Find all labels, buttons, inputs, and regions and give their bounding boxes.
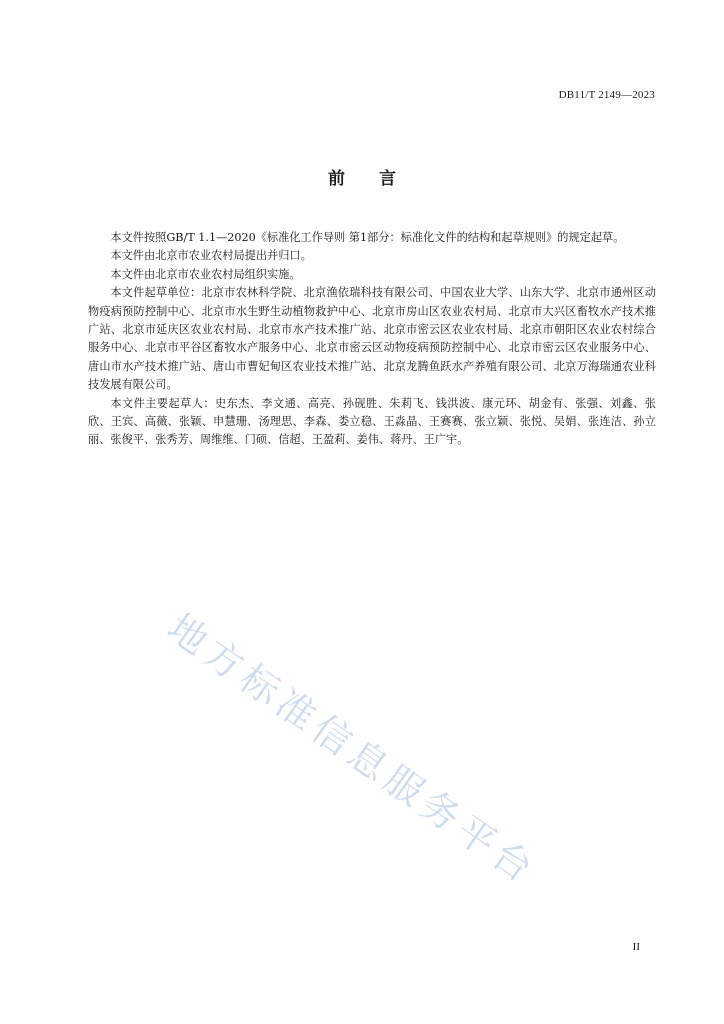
title-char-right: 言 xyxy=(379,169,396,189)
watermark: 地方标准信息服务平台 xyxy=(159,605,546,894)
document-body xyxy=(88,229,656,450)
page-number: II xyxy=(632,941,640,953)
paragraph-drafting-rule: 本文件按照GB/T 1.1—2020《标准化工作导则 第1部分：标准化文件的结构和起草规则》的规定起草。 xyxy=(110,231,625,244)
paragraph-drafters: 本文件主要起草人：史东杰、李文通、高亮、孙砚胜、朱莉飞、钱洪波、康元环、胡金有、张强、刘鑫、张欣、王宾、高薇、张颖、申慧珊、汤理思、李森、娄立稳、王淼晶、王赛赛、张立颖、张悦、吴娟、张连洁、孙立丽、张俊平、张秀芳、周维维、门硕、信超、王盈莉、姜伟、蒋丹、王广宇。 xyxy=(88,396,656,447)
paragraph-implementer: 本文件由北京市农业农村局组织实施。 xyxy=(110,267,301,281)
title-char-left: 前 xyxy=(328,169,345,189)
paragraph-proposer: 本文件由北京市农业农村局提出并归口。 xyxy=(110,249,312,263)
document-code: DB11/T 2149—2023 xyxy=(558,89,655,101)
paragraph-drafting-units: 本文件起草单位：北京市农林科学院、北京渔依瑞科技有限公司、中国农业大学、山东大学、北京市通州区动物疫病预防控制中心、北京市水生野生动植物救护中心、北京市房山区农业农村局、北京市大兴区畜牧水产技术推广站、北京市延庆区农业农村局、北京市水产技术推广站、北京市密云区农业农村局、北京市朝阳区农业农村综合服务中心、北京市平谷区畜牧水产服务中心、北京市密云区动物疫病预防控制中心、北京市密云区农业服务中心、唐山市水产技术推广站、唐山市曹妃甸区农业技术推广站、北京龙腾鱼跃水产养殖有限公司、北京万海瑞通农业科技发展有限公司。 xyxy=(88,286,656,392)
page-title xyxy=(0,164,724,189)
